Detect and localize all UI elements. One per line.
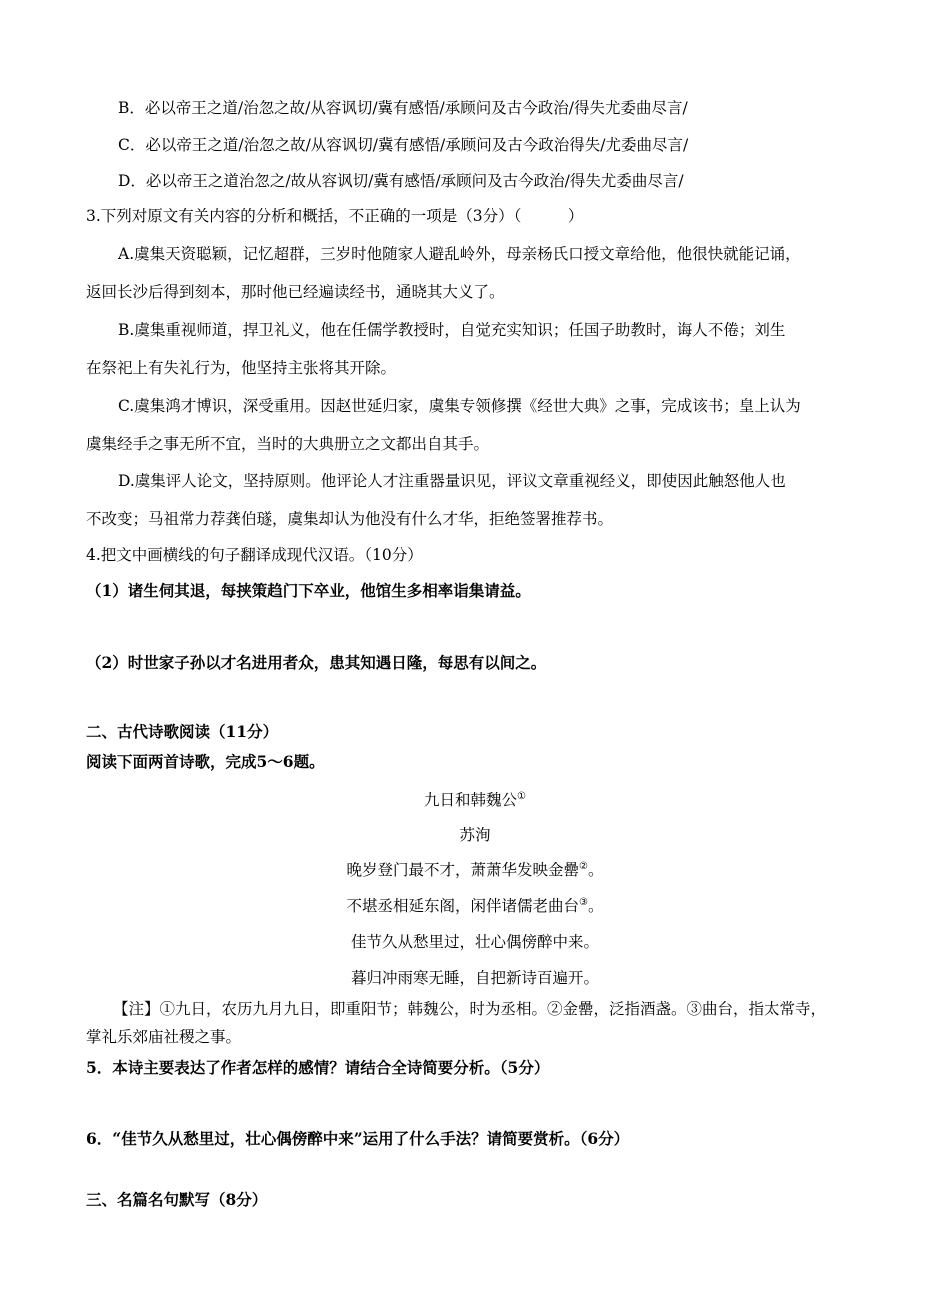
poem-line-2: 不堪丞相延东阁，闲伴诸儒老曲台③。	[346, 896, 604, 915]
q3-option-c-line1: C.虞集鸿才博识，深受重用。因赵世延归家，虞集专领修撰《经世大典》之事，完成该书；皇上认为	[118, 397, 801, 415]
q3-stem: 3.下列对原文有关内容的分析和概括，不正确的一项是（3分）（ ）	[86, 207, 584, 225]
q3-option-d-line2: 不改变；马祖常力荐龚伯璲，虞集却认为他没有什么才华，拒绝签署推荐书。	[86, 510, 614, 528]
note-marker: ②	[579, 860, 588, 872]
q2-option-d: D．必以帝王之道治忽之/故从容讽切/冀有感悟/承顾问及古今政治/得失尤委曲尽言/	[118, 172, 684, 190]
q4-sentence-1: （1）诸生伺其退，每挟策趋门下卒业，他馆生多相率诣集请益。	[86, 581, 531, 600]
q3-option-b-line1: B.虞集重视师道，捍卫礼义，他在任儒学教授时，自觉充实知识；任国子助教时，诲人不倦；刘生	[118, 321, 786, 339]
q4-sentence-2: （2）时世家子孙以才名进用者众，患其知遇日隆，每思有以间之。	[86, 653, 547, 672]
note-marker: ①	[517, 790, 526, 802]
poem-note-line2: 掌礼乐郊庙社稷之事。	[86, 1028, 242, 1046]
q3-option-b-line2: 在祭祀上有失礼行为，他坚持主张将其开除。	[86, 359, 397, 377]
note-marker: ③	[579, 896, 588, 908]
section2-instruction: 阅读下面两首诗歌，完成5～6题。	[86, 752, 325, 771]
poem-title: 九日和韩魏公①	[424, 790, 526, 809]
q5-stem: 5．本诗主要表达了作者怎样的感情？请结合全诗简要分析。（5分）	[86, 1058, 550, 1077]
q3-option-d-line1: D.虞集评人论文，坚持原则。他评论人才注重器量识见，评议文章重视经义，即使因此触怒他人也	[118, 472, 786, 490]
section2-title: 二、古代诗歌阅读（11分）	[86, 722, 279, 741]
poem-line-4: 暮归冲雨寒无睡，自把新诗百遍开。	[350, 969, 599, 987]
q3-option-a-line1: A.虞集天资聪颖，记忆超群，三岁时他随家人避乱岭外，母亲杨氏口授文章给他，他很快就能记诵，	[118, 245, 801, 263]
poem-line-1: 晚岁登门最不才，萧萧华发映金罍②。	[346, 860, 604, 879]
q6-stem: 6．“佳节久从愁里过，壮心偶傍醉中来”运用了什么手法？请简要赏析。（6分）	[86, 1129, 630, 1148]
q4-stem: 4.把文中画横线的句子翻译成现代汉语。（10分）	[86, 546, 423, 564]
section3-title: 三、名篇名句默写（8分）	[86, 1190, 268, 1209]
q2-option-c: C．必以帝王之道/治忽之故/从容讽切/冀有感悟/承顾问及古今政治得失/尤委曲尽言/	[118, 136, 689, 154]
q3-option-c-line2: 虞集经手之事无所不宜，当时的大典册立之文都出自其手。	[86, 435, 490, 453]
poem-note-line1: 【注】①九日，农历九月九日，即重阳节；韩魏公，时为丞相。②金罍，泛指酒盏。③曲台，指太常寺，	[113, 1000, 827, 1018]
q3-option-a-line2: 返回长沙后得到刻本，那时他已经遍读经书，通晓其大义了。	[86, 283, 505, 301]
poem-author: 苏洵	[459, 826, 491, 844]
q2-option-b: B．必以帝王之道/治忽之故/从容讽切/冀有感悟/承顾问及古今政治/得失尤委曲尽言/	[118, 99, 688, 117]
poem-line-3: 佳节久从愁里过，壮心偶傍醉中来。	[350, 933, 599, 951]
